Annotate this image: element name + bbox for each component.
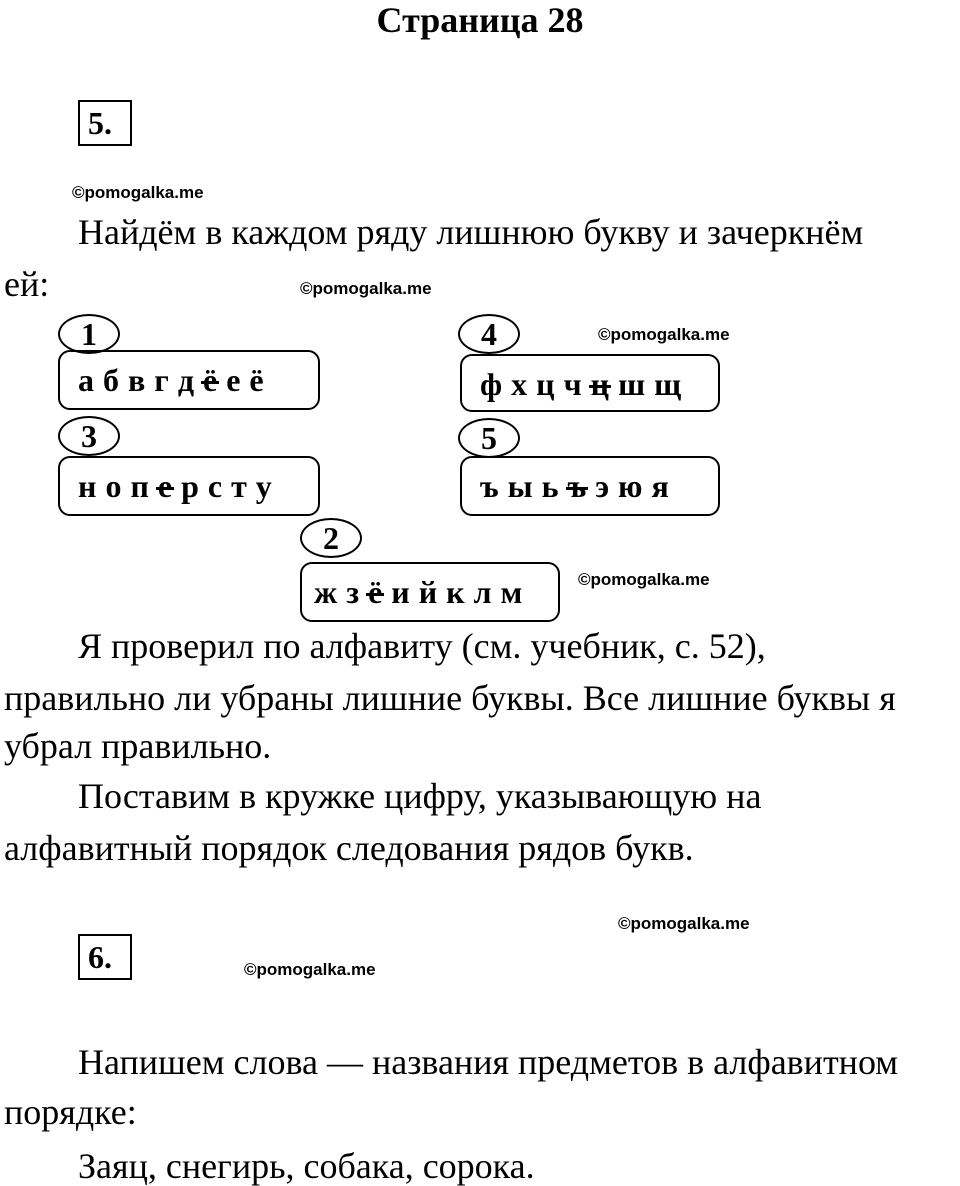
task-5-para2-line2: алфавитный порядок следования рядов букв.	[4, 828, 694, 868]
watermark: ©pomogalka.me	[618, 914, 750, 933]
letter: и	[391, 574, 410, 610]
task-5-intro-line1: Найдём в каждом ряду лишнюю букву и зачеркнём	[78, 212, 864, 252]
row-5-circle: 5	[458, 418, 520, 458]
page-title: Страница 28	[376, 0, 584, 40]
task-6-answer: Заяц, снегирь, собака, сорока.	[78, 1146, 535, 1186]
row-4-circle: 4	[458, 314, 520, 354]
task-6-text-line2: порядке:	[4, 1092, 137, 1132]
row-2-circle: 2	[300, 518, 362, 558]
letter: г	[154, 362, 169, 398]
watermark: ©pomogalka.me	[72, 183, 204, 202]
letter: э	[595, 468, 610, 504]
letter: н	[78, 468, 97, 504]
letter: с	[207, 468, 223, 504]
letter: у	[255, 468, 272, 504]
watermark: ©pomogalka.me	[598, 325, 730, 344]
letter: з	[346, 574, 360, 610]
letter: к	[446, 574, 465, 610]
letter: ж	[314, 574, 338, 610]
letter: ц	[536, 366, 555, 402]
letter: т	[231, 468, 247, 504]
row-3-letters	[58, 456, 320, 516]
letter: д	[177, 362, 194, 398]
letter: ю	[618, 468, 643, 504]
crossed-letter: ё	[368, 564, 382, 620]
crossed-letter: ё	[203, 352, 217, 408]
task-5-para2-line1: Поставим в кружке цифру, указывающую на	[78, 776, 762, 816]
watermark: ©pomogalka.me	[300, 279, 432, 298]
task-5-para1-line3: убрал правильно.	[4, 726, 272, 766]
letter: й	[418, 574, 438, 610]
task-5-para1-line1: Я проверил по алфавиту (см. учебник, с. 52),	[78, 626, 766, 666]
watermark: ©pomogalka.me	[578, 570, 710, 589]
letter: п	[130, 468, 149, 504]
letter: ё	[249, 362, 264, 398]
letter: в	[128, 362, 146, 398]
task-6-number: 6.	[78, 934, 132, 980]
letter: ч	[563, 366, 582, 402]
letter: л	[473, 574, 492, 610]
row-2-letters	[300, 562, 560, 622]
task-6-text-line1: Напишем слова — названия предметов в алфавитном	[78, 1042, 899, 1082]
row-5-letters	[460, 456, 720, 516]
letter: ф	[480, 366, 503, 402]
crossed-letter: ъ	[568, 458, 587, 514]
letter: х	[511, 366, 528, 402]
letter: ы	[507, 468, 533, 504]
crossed-letter: е	[158, 458, 172, 514]
letter: б	[103, 362, 119, 398]
letter: ш	[618, 366, 646, 402]
letter: е	[226, 362, 241, 398]
letter: ъ	[480, 468, 499, 504]
row-3-circle: 3	[58, 416, 120, 456]
task-5-intro-line2: ей:	[4, 264, 50, 304]
letter: ь	[541, 468, 559, 504]
row-4-letters	[460, 354, 720, 412]
letter: о	[105, 468, 122, 504]
crossed-letter: ц	[591, 356, 609, 412]
task-5-para1-line2: правильно ли убраны лишние буквы. Все лишние буквы я	[4, 678, 896, 718]
letter: м	[500, 574, 523, 610]
letter: я	[651, 468, 669, 504]
row-1-letters	[58, 350, 320, 410]
row-1-circle: 1	[58, 314, 120, 354]
watermark: ©pomogalka.me	[244, 960, 376, 979]
letter: р	[181, 468, 199, 504]
task-5-number: 5.	[78, 100, 132, 146]
letter: щ	[654, 366, 682, 402]
letter: а	[78, 362, 94, 398]
